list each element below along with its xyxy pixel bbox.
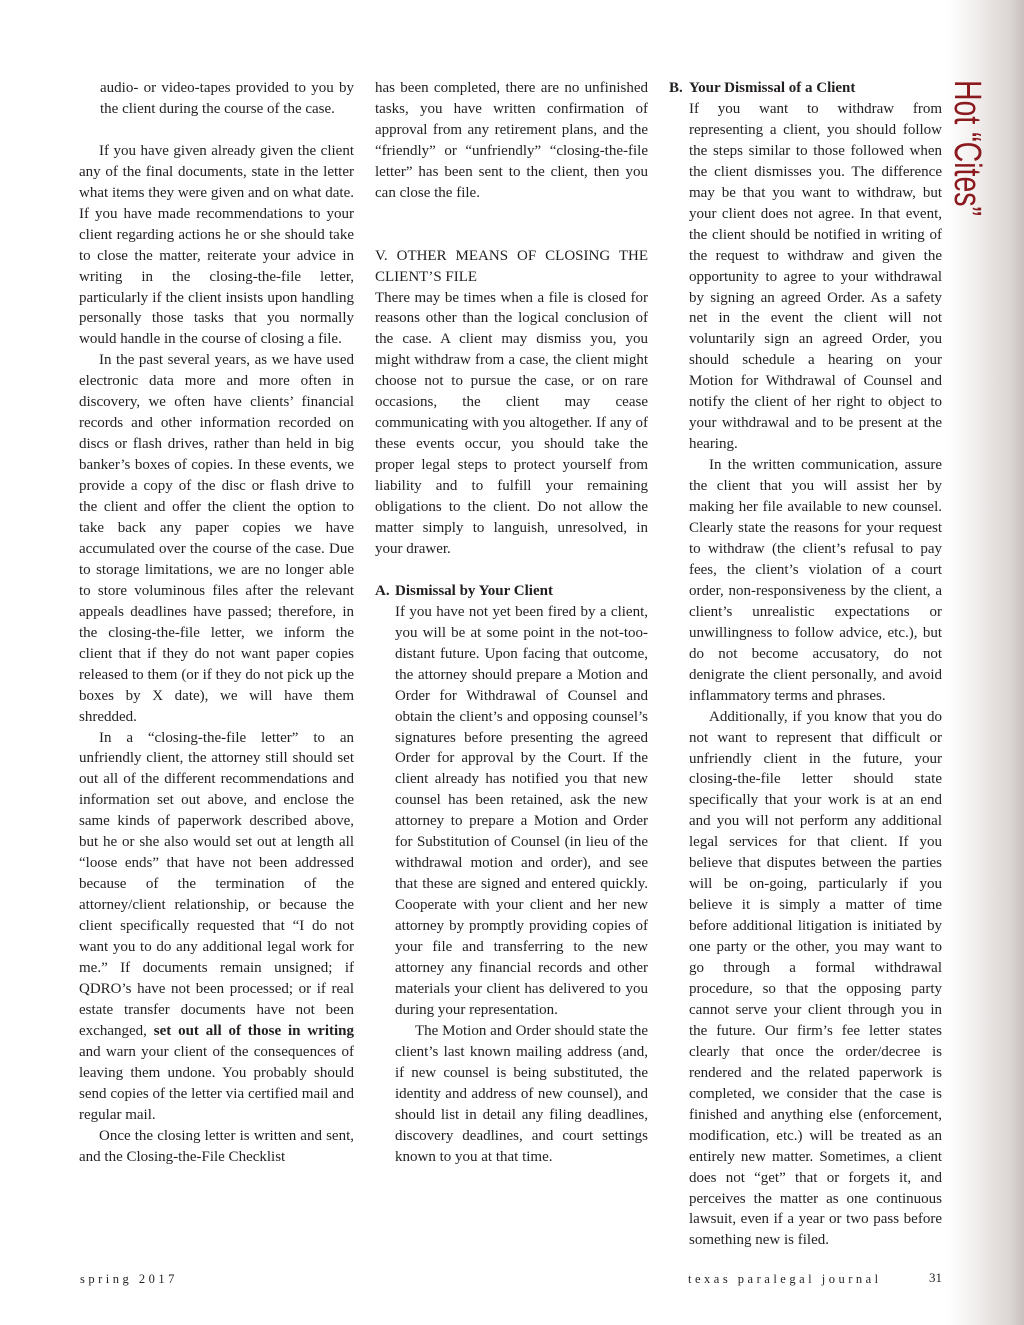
continued-paragraph: has been completed, there are no unfinished tasks, you have written confirmation of approval from any retirement plans, and the “friendly” or “unfriendly” “closing-the-file letter” has been sent to the client, then you can close the file.: [375, 80, 648, 201]
subsection-heading: [375, 581, 648, 602]
footer-journal: texas paralegal journal: [688, 1272, 882, 1286]
subsection-letter: A.: [375, 582, 390, 599]
body-paragraph: The Motion and Order should state the client’s last known mailing address (and, if new counsel is being substituted, the identity and address of new counsel), and should list in detail any filing deadlines, discovery deadlines, and court settings known to you at that time.: [395, 1022, 648, 1165]
body-paragraph: If you want to withdraw from representing a client, you should follow the steps similar to those followed when the client dismisses you. The difference may be that you want to withdraw, but your client does not agree. In that event, the client should be notified in writing of the request to withdraw and given the opportunity to agree to your withdrawal by signing an agreed Order. As a safety net in the event the client will not voluntarily sign an agreed Order, you should schedule a hearing on your Motion for Withdrawal of Counsel and notify the client of her right to object to your withdrawal and to be present at the hearing.: [689, 100, 942, 453]
subsection-heading: [669, 78, 942, 99]
body-paragraph: Once the closing letter is written and sent, and the Closing-the-File Checklist: [79, 1127, 354, 1165]
continued-paragraph: audio- or video-tapes provided to you by the client during the course of the case.: [100, 80, 354, 117]
section-tag: [945, 78, 1011, 218]
subsection-body: [375, 602, 648, 1168]
column-1: [79, 78, 354, 1168]
body-paragraph: In the past several years, as we have used electronic data more and more often in discovery, we often have clients’ financial records and other information recorded on discs or flash drives, rather than held in big banker’s boxes of copies. In these events, we provide a copy of the disc or flash drive to the client and offer the client the option to take back any paper copies we have accumulated over the course of the case. Due to storage limitations, we are no longer able to store voluminous files after the relevant appeals deadlines have passed; therefore, in the closing-the-file letter, we inform the client that if they do not want paper copies released to them (or if they do not pick up the boxes by X date), we will have them shredded.: [79, 352, 354, 725]
body-paragraph: Additionally, if you know that you do not want to represent that difficult or unfriendly client in the future, your closing-the-file letter should state specifically that your work is at an end and you will not perform any additional legal services for that client. If you believe that disputes between the parties will be on-going, particularly if you believe it is simply a matter of time before additional litigation is initiated by one party or the other, you may want to go through a formal withdrawal procedure, so that the opposing party cannot serve your client through you in the future. Our firm’s fee letter states clearly that once the order/decree is rendered and the related paperwork is completed, we consider that the case is finished and anything else (enforcement, modification, etc.) will be treated as an entirely new matter. Sometimes, a client does not “get” that or forgets it, and perceives the matter as one continuous lawsuit, even if a year or two pass before something new is filed.: [689, 708, 942, 1249]
column-3: [669, 78, 942, 1251]
subsection-body: [669, 99, 942, 1251]
footer-issue: spring 2017: [80, 1272, 178, 1286]
body-paragraph: In the written communication, assure the client that you will assist her by making her file available to new counsel. Clearly state the reasons for your request to withdraw (the client’s refusal to pay fees, the client’s violation of a court order, non-responsiveness by the client, a client’s unrealistic expectations or unwillingness to follow advice, etc.), but do not become accusatory, do not denigrate the client personally, and avoid inflammatory terms and phrases.: [689, 457, 942, 704]
column-2: [375, 78, 648, 1168]
spacer: [375, 204, 648, 246]
text-run: and warn your client of the consequences of leaving them undone. You probably should send copies of the letter via certified mail and regular mail.: [79, 1043, 354, 1123]
body-paragraph: If you have not yet been fired by a client, you will be at some point in the not-too-distant future. Upon facing that outcome, the attorney should prepare a Motion and Order for Withdrawal of Counsel and obtain the client’s and opposing counsel’s signatures before presenting the agreed Order for approval by the Court. If the client already has notified you that new counsel has been retained, ask the new attorney to prepare a Motion and Order for Substitution of Counsel (in lieu of the withdrawal motion and order), and see that these are signed and entered quickly. Cooperate with your client and her new attorney by promptly providing copies of your file and transferring to the new attorney any financial records and other materials your client has delivered to you during your representation.: [395, 603, 648, 1018]
text-run: In a “closing-the-file letter” to an unfriendly client, the attorney still should set out all of the different recommendations and information set out above, and enclose the same kinds of paperwork described above, but he or she also would set out at length all “loose ends” that have not been addressed because of the termination of the attorney/client relationship, or because the client specifically requested that “I do not want you to do any additional legal work for me.” If documents remain unsigned; if QDRO’s have not been processed; or if real estate transfer documents have not been exchanged,: [79, 729, 354, 1039]
section-tag-svg: [945, 78, 1011, 218]
subsection-letter: B.: [669, 80, 683, 96]
body-paragraph: If you have given already given the client any of the final documents, state in the letter what items they were given and on what date. If you have made recommendations to your client regarding actions he or she should take to close the matter, reiterate your advice in writing in the closing-the-file letter, particularly if the client insists upon handling personally those tasks that you normally would handle in the course of closing a file.: [79, 142, 354, 348]
section-tag-text: Hot “Cites”: [946, 80, 988, 218]
bold-text: set out all of those in writing: [153, 1022, 355, 1039]
body-paragraph: There may be times when a file is closed for reasons other than the logical conclusion of the case. A client may dismiss you, you might withdraw from a case, the client might choose not to pursue the case, or on rare occasions, the client may cease communicating with you altogether. If any of these events occur, you should take the proper legal steps to protect yourself from liability and to fulfill your remaining obligations to the client. Do not allow the matter simply to languish, unresolved, in your drawer.: [375, 289, 648, 557]
spacer: [375, 560, 648, 581]
section-heading: V. OTHER MEANS OF CLOSING THE CLIENT’S FILE: [375, 247, 648, 285]
spacer: [79, 120, 354, 141]
subsection-title: Dismissal by Your Client: [395, 582, 553, 599]
subsection-title: Your Dismissal of a Client: [689, 80, 856, 96]
body-paragraph: [79, 728, 354, 1126]
page-number: 31: [929, 1270, 942, 1285]
